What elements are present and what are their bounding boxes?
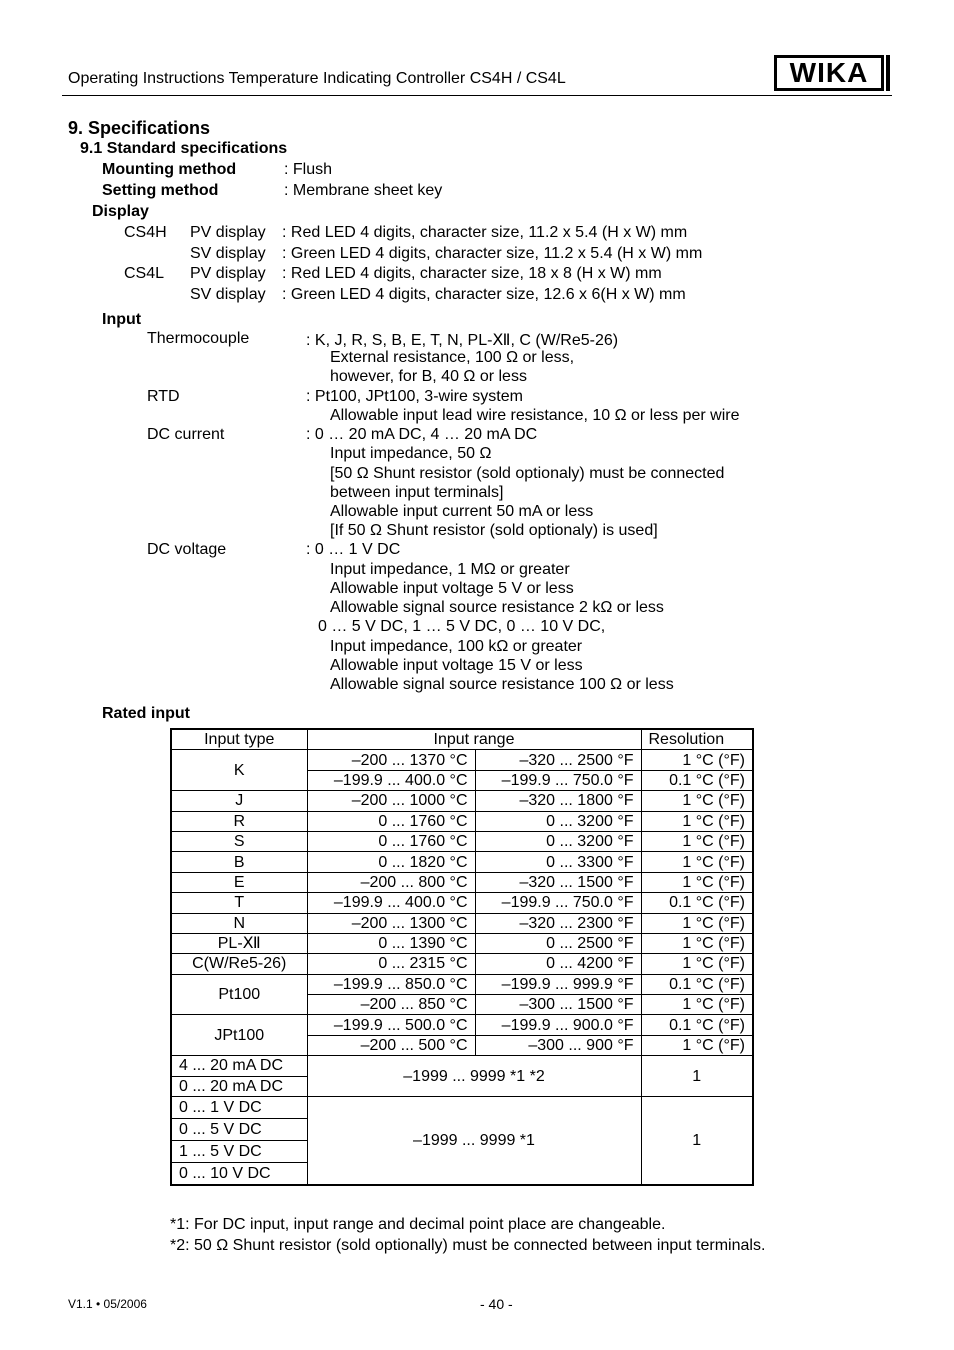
cs4h-label: CS4H — [124, 224, 167, 241]
section-title: 9. Specifications — [68, 118, 211, 138]
wika-logo — [774, 55, 884, 91]
dc-current-resolution-cell: 1 — [641, 1056, 753, 1097]
dc-current-range-cell: –1999 ... 9999 *1 *2 — [307, 1056, 641, 1097]
type-cell: Pt100 — [171, 974, 307, 1015]
table-header-row — [171, 729, 753, 750]
range-f-cell: –199.9 ... 900.0 °F — [475, 1015, 641, 1035]
tc-line: however, for B, 40 Ω or less — [330, 368, 527, 385]
range-c-cell: –199.9 ... 400.0 °C — [307, 770, 475, 790]
dcv-line: 0 … 5 V DC, 1 … 5 V DC, 0 … 10 V DC, — [318, 618, 606, 635]
header-input-type: Input type — [171, 729, 307, 750]
footnote-2: *2: 50 Ω Shunt resistor (sold optionally) must be connected between input terminals. — [170, 1237, 766, 1254]
range-f-cell: –199.9 ... 750.0 °F — [475, 893, 641, 913]
range-c-cell: –199.9 ... 500.0 °C — [307, 1015, 475, 1035]
dcc-line: [50 Ω Shunt resistor (sold optionaly) must be connected — [330, 465, 725, 482]
cs4h-sv-value: : Green LED 4 digits, character size, 11.2 x 5.4 (H x W) mm — [282, 245, 703, 262]
dcv-line: Allowable signal source resistance 100 Ω or less — [330, 676, 674, 693]
resolution-cell: 1 °C (°F) — [641, 811, 753, 831]
display-label: Display — [92, 203, 149, 220]
range-c-cell: –200 ... 800 °C — [307, 872, 475, 892]
logo-text: WIKA — [789, 57, 869, 88]
range-c-cell: –200 ... 1300 °C — [307, 913, 475, 933]
cs4l-pv-value: : Red LED 4 digits, character size, 18 x 8 (H x W) mm — [282, 265, 662, 282]
subsection-title: 9.1 Standard specifications — [80, 140, 288, 157]
range-c-cell: –200 ... 1370 °C — [307, 750, 475, 770]
resolution-cell: 1 °C (°F) — [641, 872, 753, 892]
cs4l-sv-label: SV display — [190, 286, 266, 303]
resolution-cell: 1 °C (°F) — [641, 913, 753, 933]
type-cell: S — [171, 831, 307, 851]
mounting-value: : Flush — [284, 161, 333, 178]
range-c-cell: 0 ... 1760 °C — [307, 831, 475, 851]
type-cell: 4 ... 20 mA DC — [171, 1056, 307, 1076]
resolution-cell: 1 °C (°F) — [641, 995, 753, 1015]
cs4l-label: CS4L — [124, 265, 165, 282]
setting-value: : Membrane sheet key — [284, 182, 443, 199]
footnote-1: *1: For DC input, input range and decimal point place are changeable. — [170, 1216, 666, 1233]
type-cell: J — [171, 791, 307, 811]
range-f-cell: 0 ... 3300 °F — [475, 852, 641, 872]
type-cell: 0 ... 10 V DC — [171, 1163, 307, 1186]
dcv-line: Allowable input voltage 15 V or less — [330, 657, 583, 674]
type-cell: N — [171, 913, 307, 933]
range-c-cell: 0 ... 1390 °C — [307, 933, 475, 953]
type-cell: T — [171, 893, 307, 913]
table-row — [171, 791, 753, 811]
range-c-cell: –200 ... 1000 °C — [307, 791, 475, 811]
footer-version: V1.1 • 05/2006 — [68, 1297, 147, 1311]
resolution-cell: 1 °C (°F) — [641, 831, 753, 851]
table-row — [171, 852, 753, 872]
header-input-range: Input range — [307, 729, 641, 750]
type-cell: K — [171, 750, 307, 791]
resolution-cell: 1 °C (°F) — [641, 1035, 753, 1055]
table-row — [171, 974, 753, 994]
type-cell: 0 ... 1 V DC — [171, 1097, 307, 1119]
table-row — [171, 831, 753, 851]
tc-line: External resistance, 100 Ω or less, — [330, 349, 575, 366]
range-f-cell: –300 ... 1500 °F — [475, 995, 641, 1015]
range-f-cell: –320 ... 2300 °F — [475, 913, 641, 933]
rtd-label: RTD — [147, 388, 180, 405]
range-f-cell: –320 ... 1800 °F — [475, 791, 641, 811]
table-row — [171, 1056, 753, 1076]
tc-line: : K, J, R, S, B, E, T, N, PL-Ⅻ, C (W/Re5-26) — [306, 332, 619, 349]
range-f-cell: 0 ... 3200 °F — [475, 831, 641, 851]
type-cell: 0 ... 5 V DC — [171, 1119, 307, 1141]
dc-voltage-resolution-cell: 1 — [641, 1097, 753, 1186]
resolution-cell: 1 °C (°F) — [641, 852, 753, 872]
rated-input-label: Rated input — [102, 705, 190, 722]
dcv-line: : 0 … 1 V DC — [306, 541, 401, 558]
table-row — [171, 811, 753, 831]
type-cell: C(W/Re5-26) — [171, 954, 307, 974]
rtd-line: Allowable input lead wire resistance, 10 Ω or less per wire — [330, 407, 740, 424]
page-number: - 40 - — [480, 1296, 513, 1312]
resolution-cell: 0.1 °C (°F) — [641, 974, 753, 994]
resolution-cell: 1 °C (°F) — [641, 933, 753, 953]
range-c-cell: –200 ... 500 °C — [307, 1035, 475, 1055]
table-row — [171, 750, 753, 770]
dcc-line: : 0 … 20 mA DC, 4 … 20 mA DC — [306, 426, 538, 443]
type-cell: 1 ... 5 V DC — [171, 1141, 307, 1163]
type-cell: 0 ... 20 mA DC — [171, 1076, 307, 1096]
type-cell: JPt100 — [171, 1015, 307, 1056]
range-f-cell: 0 ... 3200 °F — [475, 811, 641, 831]
range-c-cell: –199.9 ... 400.0 °C — [307, 893, 475, 913]
dcv-line: Input impedance, 1 MΩ or greater — [330, 561, 570, 578]
dcc-line: Input impedance, 50 Ω — [330, 445, 492, 462]
range-f-cell: –320 ... 2500 °F — [475, 750, 641, 770]
cs4l-sv-value: : Green LED 4 digits, character size, 12.6 x 6(H x W) mm — [282, 286, 686, 303]
type-cell: R — [171, 811, 307, 831]
resolution-cell: 1 °C (°F) — [641, 954, 753, 974]
range-c-cell: –199.9 ... 850.0 °C — [307, 974, 475, 994]
resolution-cell: 0.1 °C (°F) — [641, 770, 753, 790]
range-f-cell: –199.9 ... 750.0 °F — [475, 770, 641, 790]
dcc-line: between input terminals] — [330, 484, 504, 501]
table-row — [171, 954, 753, 974]
range-f-cell: 0 ... 2500 °F — [475, 933, 641, 953]
dcv-line: Allowable input voltage 5 V or less — [330, 580, 574, 597]
input-label: Input — [102, 311, 142, 328]
table-row — [171, 872, 753, 892]
thermocouple-label: Thermocouple — [147, 330, 250, 347]
range-f-cell: –320 ... 1500 °F — [475, 872, 641, 892]
table-row — [171, 913, 753, 933]
range-f-cell: 0 ... 4200 °F — [475, 954, 641, 974]
rtd-line: : Pt100, JPt100, 3-wire system — [306, 388, 523, 405]
type-cell: E — [171, 872, 307, 892]
table-row — [171, 1015, 753, 1035]
dc-voltage-label: DC voltage — [147, 541, 227, 558]
range-f-cell: –199.9 ... 999.9 °F — [475, 974, 641, 994]
dc-voltage-range-cell: –1999 ... 9999 *1 — [307, 1097, 641, 1186]
type-cell: B — [171, 852, 307, 872]
header-resolution: Resolution — [641, 729, 753, 750]
type-cell: PL-Ⅻ — [171, 933, 307, 953]
resolution-cell: 0.1 °C (°F) — [641, 1015, 753, 1035]
dcv-line: Input impedance, 100 kΩ or greater — [330, 638, 583, 655]
range-c-cell: 0 ... 2315 °C — [307, 954, 475, 974]
rated-input-table — [170, 728, 754, 1186]
cs4h-pv-value: : Red LED 4 digits, character size, 11.2 x 5.4 (H x W) mm — [282, 224, 688, 241]
range-f-cell: –300 ... 900 °F — [475, 1035, 641, 1055]
resolution-cell: 0.1 °C (°F) — [641, 893, 753, 913]
table-row — [171, 1097, 753, 1119]
cs4l-pv-label: PV display — [190, 265, 266, 282]
mounting-label: Mounting method — [102, 161, 237, 178]
header-title: Operating Instructions Temperature Indicating Controller CS4H / CS4L — [68, 70, 566, 87]
cs4h-sv-label: SV display — [190, 245, 266, 262]
dcc-line: [If 50 Ω Shunt resistor (sold optionaly) is used] — [330, 522, 658, 539]
table-row — [171, 893, 753, 913]
header-divider — [62, 95, 892, 96]
range-c-cell: 0 ... 1820 °C — [307, 852, 475, 872]
resolution-cell: 1 °C (°F) — [641, 791, 753, 811]
range-c-cell: 0 ... 1760 °C — [307, 811, 475, 831]
cs4h-pv-label: PV display — [190, 224, 266, 241]
dc-current-label: DC current — [147, 426, 225, 443]
table-row — [171, 933, 753, 953]
setting-label: Setting method — [102, 182, 219, 199]
dcc-line: Allowable input current 50 mA or less — [330, 503, 594, 520]
resolution-cell: 1 °C (°F) — [641, 750, 753, 770]
dcv-line: Allowable signal source resistance 2 kΩ or less — [330, 599, 664, 616]
range-c-cell: –200 ... 850 °C — [307, 995, 475, 1015]
